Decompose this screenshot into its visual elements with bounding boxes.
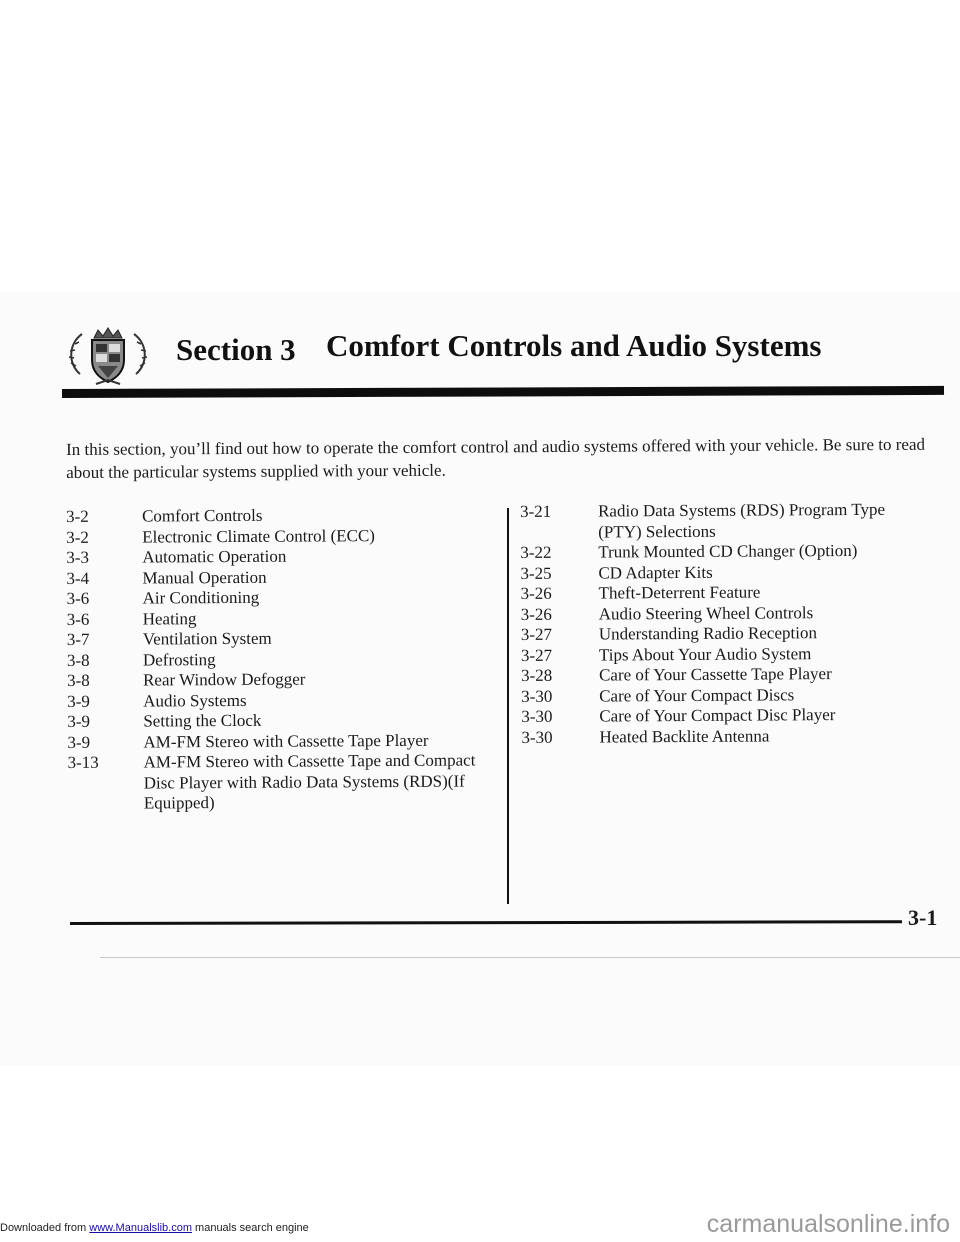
section-number: Section 3 bbox=[176, 332, 296, 367]
toc-page-number: 3-2 bbox=[66, 527, 89, 547]
toc-page-number: 3-27 bbox=[520, 645, 553, 665]
toc-page-number: 3-9 bbox=[67, 691, 90, 711]
toc-page-number: 3-26 bbox=[520, 583, 552, 603]
toc-title[interactable]: Comfort Controls bbox=[141, 505, 263, 526]
footer-rule-faint bbox=[100, 957, 960, 958]
toc-title[interactable]: Automatic Operation bbox=[142, 546, 287, 567]
toc-entry[interactable] bbox=[521, 725, 931, 748]
toc-page-number: 3-8 bbox=[66, 650, 90, 670]
toc-page-number: 3-2 bbox=[66, 506, 89, 526]
toc-page-number: 3-30 bbox=[521, 686, 553, 706]
download-note-prefix: Downloaded from bbox=[0, 1222, 90, 1234]
toc-title[interactable]: Manual Operation bbox=[142, 567, 267, 588]
toc-title[interactable]: Audio Steering Wheel Controls bbox=[598, 602, 814, 624]
toc-title[interactable]: Setting the Clock bbox=[143, 710, 262, 731]
toc-entry[interactable] bbox=[67, 627, 487, 650]
toc-title[interactable]: Radio Data Systems (RDS) Program Type (PTY) Selections bbox=[597, 499, 886, 542]
manualslib-link[interactable]: www.Manualslib.com bbox=[89, 1222, 192, 1234]
toc-page-number: 3-26 bbox=[520, 604, 552, 624]
download-note bbox=[0, 1222, 309, 1234]
toc-page-number: 3-8 bbox=[67, 670, 90, 690]
toc-title[interactable]: Care of Your Cassette Tape Player bbox=[599, 664, 832, 685]
toc-title[interactable]: AM-FM Stereo with Cassette Tape and Compact Disc Player with Radio Data Systems (RDS)(If Equipped) bbox=[143, 750, 476, 813]
toc-page-number: 3-27 bbox=[520, 624, 553, 644]
toc-page-number: 3-9 bbox=[67, 711, 91, 731]
toc-title[interactable]: Audio Systems bbox=[143, 690, 247, 711]
toc-entry[interactable] bbox=[67, 689, 487, 712]
toc-title[interactable]: CD Adapter Kits bbox=[598, 562, 713, 583]
toc-entry[interactable] bbox=[521, 643, 931, 666]
toc-page-number: 3-13 bbox=[67, 752, 99, 772]
toc-entry[interactable] bbox=[520, 499, 930, 543]
toc-page-number: 3-22 bbox=[520, 542, 552, 562]
toc-title[interactable]: Air Conditioning bbox=[142, 587, 260, 608]
download-note-suffix: manuals search engine bbox=[191, 1222, 309, 1234]
toc-page-number: 3-30 bbox=[521, 727, 553, 747]
toc-page-number: 3-21 bbox=[520, 501, 552, 521]
toc-title[interactable]: Electronic Climate Control (ECC) bbox=[142, 525, 376, 547]
toc-title[interactable]: Understanding Radio Reception bbox=[598, 623, 817, 644]
toc-entry[interactable] bbox=[67, 730, 487, 753]
toc-entry[interactable] bbox=[520, 540, 930, 563]
toc-page-number: 3-7 bbox=[66, 629, 90, 649]
intro-paragraph: In this section, you’ll find out how to operate the comfort control and audio systems offered with your vehicle. Be sure to read about the particular systems supplied with your vehicle. bbox=[66, 434, 926, 482]
section-title: Comfort Controls and Audio Systems bbox=[326, 328, 822, 363]
toc-page-number: 3-3 bbox=[66, 547, 90, 567]
toc-entry[interactable] bbox=[521, 684, 931, 707]
toc-page-number: 3-28 bbox=[521, 665, 553, 685]
toc-entry[interactable] bbox=[521, 663, 931, 686]
toc-title[interactable]: Heated Backlite Antenna bbox=[599, 725, 770, 747]
toc-title[interactable]: Ventilation System bbox=[142, 628, 272, 649]
toc-entry[interactable] bbox=[521, 602, 931, 625]
toc-entry[interactable] bbox=[67, 668, 487, 691]
toc-page-number: 3-30 bbox=[521, 706, 553, 726]
toc-title[interactable]: Trunk Mounted CD Changer (Option) bbox=[598, 540, 858, 562]
toc-page-number: 3-6 bbox=[66, 609, 90, 629]
toc-entry[interactable] bbox=[67, 648, 487, 671]
toc-entry[interactable] bbox=[66, 525, 486, 548]
toc-page-number: 3-9 bbox=[67, 732, 91, 752]
toc-entry[interactable] bbox=[521, 622, 931, 645]
toc-title[interactable]: AM-FM Stereo with Cassette Tape Player bbox=[143, 730, 429, 752]
toc-page-number: 3-6 bbox=[66, 588, 90, 608]
toc-entry[interactable] bbox=[67, 607, 487, 630]
cadillac-crest-icon bbox=[60, 324, 156, 388]
toc-entry[interactable] bbox=[66, 545, 486, 568]
toc-entry[interactable] bbox=[521, 704, 931, 727]
toc-entry[interactable] bbox=[66, 504, 486, 527]
toc-title[interactable]: Tips About Your Audio System bbox=[598, 643, 812, 665]
page-number: 3-1 bbox=[908, 905, 938, 930]
toc-entry[interactable] bbox=[68, 750, 488, 814]
toc-page-number: 3-25 bbox=[520, 563, 552, 583]
toc-entry[interactable] bbox=[66, 566, 486, 589]
toc-right-column bbox=[520, 499, 931, 747]
toc-title[interactable]: Defrosting bbox=[142, 649, 216, 670]
column-divider bbox=[507, 508, 509, 904]
toc-left-column bbox=[66, 504, 488, 814]
toc-entry[interactable] bbox=[67, 709, 487, 732]
toc-title[interactable]: Rear Window Defogger bbox=[143, 669, 306, 690]
site-watermark: carmanualsonline.info bbox=[706, 1210, 950, 1238]
toc-title[interactable]: Theft-Deterrent Feature bbox=[598, 582, 761, 603]
toc-title[interactable]: Care of Your Compact Discs bbox=[599, 684, 795, 706]
toc-entry[interactable] bbox=[520, 561, 930, 584]
toc-title[interactable]: Heating bbox=[142, 608, 197, 629]
toc-entry[interactable] bbox=[67, 586, 487, 609]
toc-page-number: 3-4 bbox=[66, 568, 90, 588]
toc-title[interactable]: Care of Your Compact Disc Player bbox=[599, 705, 836, 726]
toc-entry[interactable] bbox=[521, 581, 931, 604]
